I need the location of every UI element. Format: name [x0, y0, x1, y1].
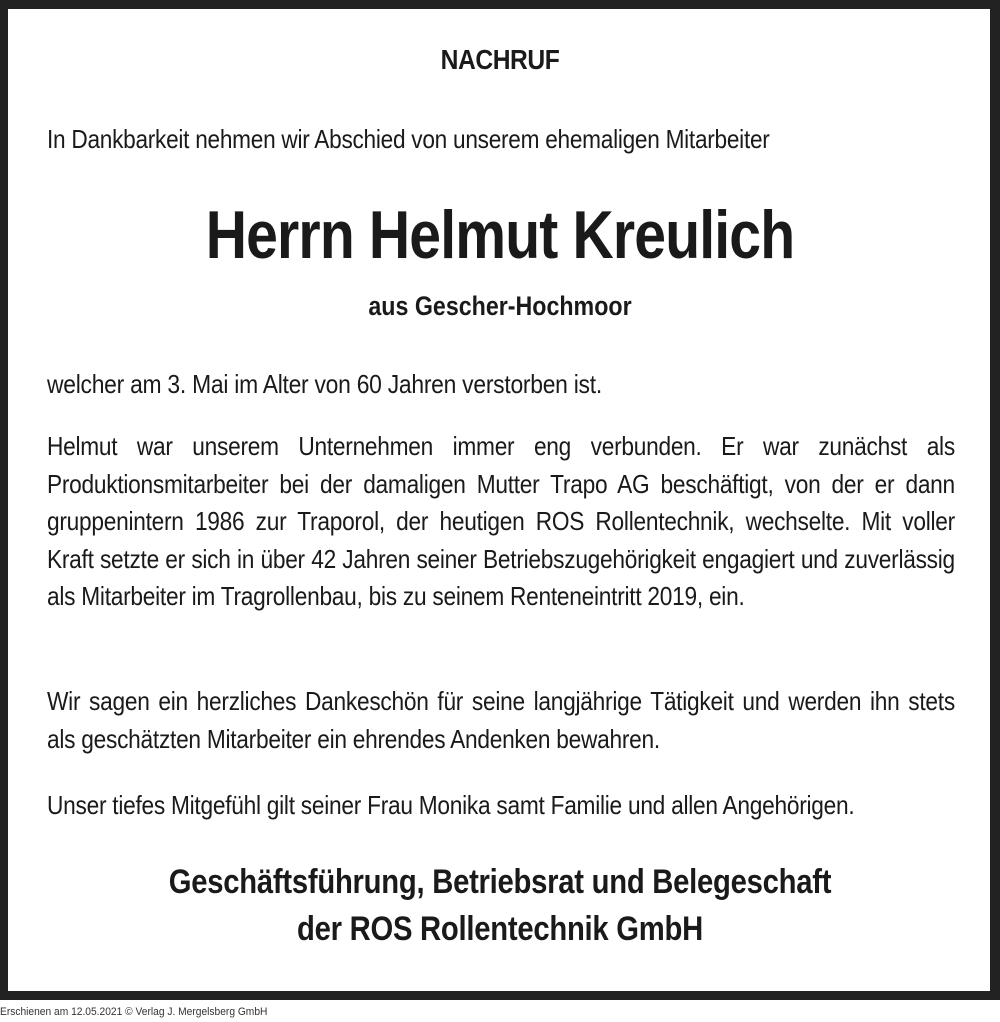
signature-line-2: der ROS Rollentechnik GmbH [297, 910, 703, 948]
deceased-name: Herrn Helmut Kreulich [205, 197, 795, 273]
notice-heading: NACHRUF [440, 44, 560, 75]
deceased-origin: aus Gescher-Hochmoor [368, 291, 632, 321]
intro-line: In Dankbarkeit nehmen wir Abschied von unserem ehemaligen Mitarbeiter [47, 124, 770, 154]
publication-footer: Erschienen am 12.05.2021 © Verlag J. Mergelsberg GmbH [0, 1006, 268, 1018]
condolence-paragraph: Unser tiefes Mitgefühl gilt seiner Frau Monika samt Familie und allen Angehörigen. [47, 790, 855, 820]
death-line: welcher am 3. Mai im Alter von 60 Jahren verstorben ist. [47, 369, 602, 399]
tribute-paragraph: Helmut war unserem Unternehmen immer eng verbunden. Er war zunächst als Produktionsmitarbeiter bei der damaligen Mutter Trapo AG beschäftigt, von der er dann gruppenintern 1986 zur Traporol, der heutigen ROS Rollentechnik, wechselte. Mit voller Kraft setzte er sich in über 42 Jahren seiner Betriebszugehörigkeit engagiert und zuverlässig als Mitarbeiter im Tragrollenbau, bis zu seinem Renteneintritt 2019, ein. [47, 431, 955, 612]
thanks-paragraph: Wir sagen ein herzliches Dankeschön für seine langjährige Tätigkeit und werden ihn stets als geschätzten Mitarbeiter ein ehrendes Andenken bewahren. [47, 686, 955, 754]
signature-line-1: Geschäftsführung, Betriebsrat und Belegeschaft [168, 863, 832, 901]
